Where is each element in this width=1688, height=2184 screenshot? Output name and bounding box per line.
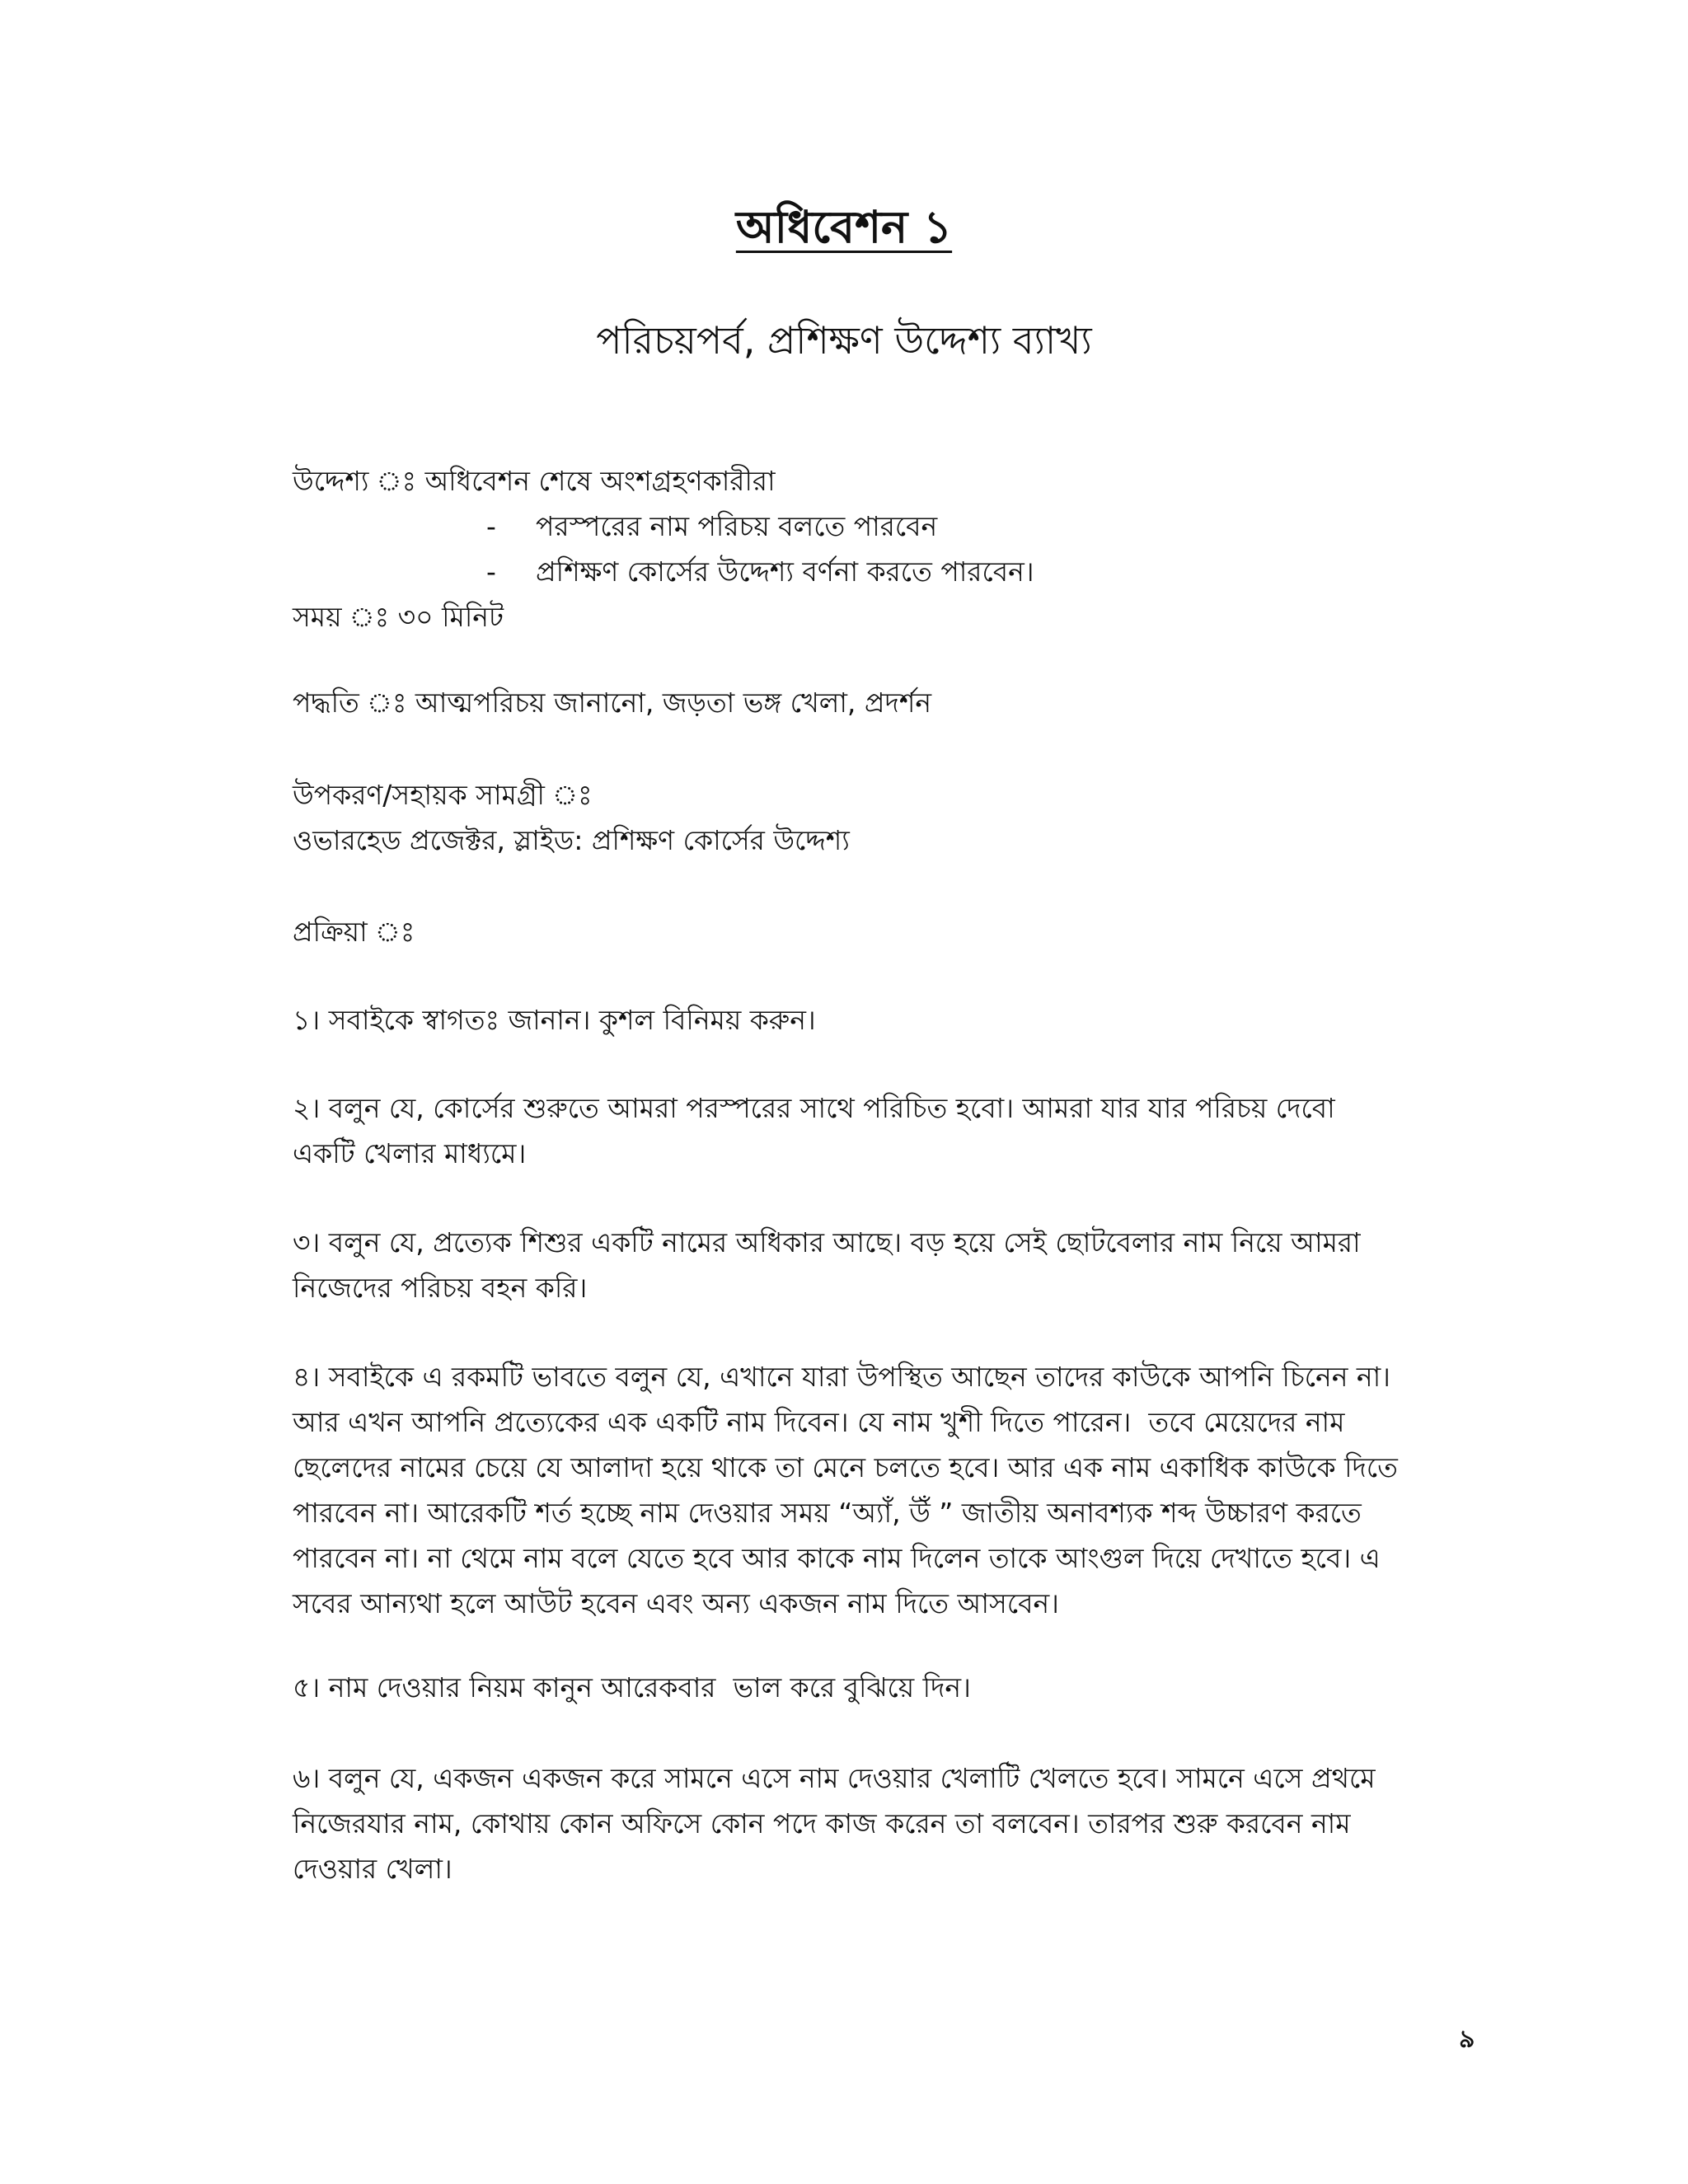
- objective-item: [486, 504, 1517, 549]
- procedure-step-6: ৬। বলুন যে, একজন একজন করে সামনে এসে নাম দেওয়ার খেলাটি খেলতে হবে। সামনে এসে প্রথমে নিজেরযার নাম, কোথায় কোন অফিসে কোন পদে কাজ করেন তা বলবেন। তারপর শুরু করবেন নাম দেওয়ার খেলা।: [293, 1762, 1376, 1885]
- materials-list: ওভারহেড প্রজেক্টর, স্লাইড: প্রশিক্ষণ কোর্সের উদ্দেশ্য: [293, 824, 850, 856]
- time-line: সময় ঃ ৩০ মিনিট: [293, 601, 504, 633]
- procedure-step-3: ৩। বলুন যে, প্রত্যেক শিশুর একটি নামের অধিকার আছে। বড় হয়ে সেই ছোটবেলার নাম নিয়ে আমরা নিজেদের পরিচয় বহন করি।: [293, 1226, 1361, 1304]
- session-title: [0, 194, 1688, 260]
- procedure-label: প্রক্রিয়া ঃ: [293, 916, 415, 948]
- procedure-step-4: ৪। সবাইকে এ রকমটি ভাবতে বলুন যে, এখানে যারা উপস্থিত আছেন তাদের কাউকে আপনি চিনেন না। আর এখন আপনি প্রত্যেকের এক একটি নাম দিবেন। যে নাম খুশী দিতে পারেন। তবে মেয়েদের নাম ছেলেদের নামের চেয়ে যে আলাদা হয়ে থাকে তা মেনে চলতে হবে। আর এক নাম একাধিক কাউকে দিতে পারবেন না। আরেকটি শর্ত হচ্ছে নাম দেওয়ার সময় “অ্যাঁ, উঁ ” জাতীয় অনাবশ্যক শব্দ উচ্চারণ করতে পারবেন না। না থেমে নাম বলে যেতে হবে আর কাকে নাম দিলেন তাকে আংগুল দিয়ে দেখাতে হবে। এ সবের আন্যথা হলে আউট হবেন এবং অন্য একজন নাম দিতে আসবেন।: [293, 1361, 1398, 1619]
- list-dash: -: [486, 555, 496, 588]
- procedure-step-1: ১। সবাইকে স্বাগতঃ জানান। কুশল বিনিময় করুন।: [293, 1004, 816, 1036]
- method-line: পদ্ধতি ঃ আত্মপরিচয় জানানো, জড়তা ভঙ্গ খেলা, প্রদর্শন: [293, 687, 932, 719]
- objective-item-text: প্রশিক্ষণ কোর্সের উদ্দেশ্য বর্ণনা করতে পারবেন।: [536, 555, 1034, 588]
- materials-label: উপকরণ/সহায়ক সামগ্রী ঃ: [293, 779, 593, 811]
- objective-item: [486, 549, 1517, 594]
- procedure-step-5: ৫। নাম দেওয়ার নিয়ম কানুন আরেকবার ভাল করে বুঝিয়ে দিন।: [293, 1671, 971, 1704]
- session-title-text: অধিবেশন ১: [735, 201, 953, 253]
- session-subtitle: পরিচয়পর্ব, প্রশিক্ষণ উদ্দেশ্য ব্যাখ্য: [596, 318, 1092, 363]
- list-dash: -: [486, 510, 496, 542]
- objective-item-text: পরস্পরের নাম পরিচয় বলতে পারবেন: [536, 510, 938, 542]
- page-number: ৯: [1459, 2025, 1475, 2054]
- objective-label: উদ্দেশ্য ঃ অধিবেশন শেষে অংশগ্রহণকারীরা: [293, 465, 776, 497]
- procedure-step-2: ২। বলুন যে, কোর্সের শুরুতে আমরা পরস্পরের সাথে পরিচিত হবো। আমরা যার যার পরিচয় দেবো একটি খেলার মাধ্যমে।: [293, 1092, 1335, 1169]
